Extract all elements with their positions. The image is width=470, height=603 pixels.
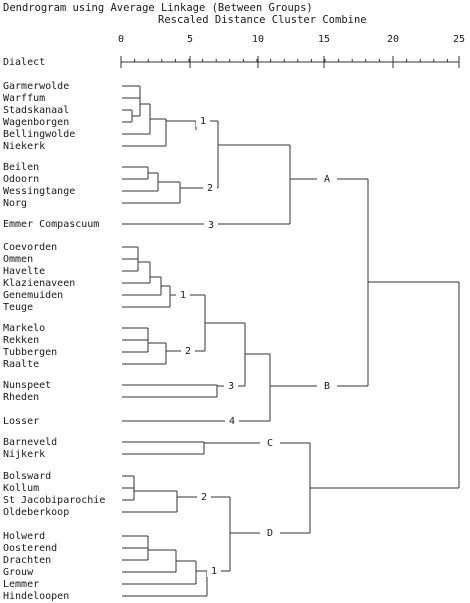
leaf-label: Niekerk	[3, 141, 46, 152]
leaf-label: Kollum	[3, 483, 40, 494]
distance-axis	[121, 56, 459, 68]
cluster-label-d2: 2	[200, 492, 208, 503]
tick-label-10: 10	[251, 34, 265, 45]
leaf-label: Genemuiden	[3, 290, 64, 301]
cluster-label-A: A	[323, 174, 331, 185]
cluster-label-b1: 1	[179, 290, 187, 301]
cluster-label-a2: 2	[206, 183, 214, 194]
cluster-label-b2: 2	[184, 346, 192, 357]
leaf-label: Drachten	[3, 555, 52, 566]
leaf-label: Nijkerk	[3, 449, 46, 460]
leaf-label: Bolsward	[3, 471, 52, 482]
leaf-label: Markelo	[3, 323, 46, 334]
leaf-label: Hindeloopen	[3, 591, 70, 602]
leaf-label: Grouw	[3, 567, 34, 578]
leaf-label-list	[3, 81, 105, 602]
leaf-label: Wessingtange	[3, 186, 76, 197]
tick-label-20: 20	[386, 34, 400, 45]
leaf-label: Havelte	[3, 266, 46, 277]
leaf-label: Rekken	[3, 335, 40, 346]
cluster-label-d1: 1	[210, 566, 218, 577]
tick-label-15: 15	[317, 34, 331, 45]
leaf-label: Beilen	[3, 162, 40, 173]
leaf-label: Ommen	[3, 254, 34, 265]
leaf-label: Teuge	[3, 302, 34, 313]
leaf-label: Emmer Compascuum	[3, 219, 100, 230]
leaf-label: Odoorn	[3, 174, 40, 185]
leaf-label: Norg	[3, 198, 28, 209]
leaf-label: Wagenborgen	[3, 117, 70, 128]
leaf-label: Warffum	[3, 93, 46, 104]
leaf-label: Bellingwolde	[3, 129, 76, 140]
leaf-label: Losser	[3, 416, 40, 427]
tick-label-25: 25	[452, 34, 466, 45]
cluster-label-b4: 4	[228, 416, 236, 427]
leaf-label: Barneveld	[3, 437, 58, 448]
cluster-label-b3: 3	[227, 381, 235, 392]
leaf-label: Coevorden	[3, 242, 58, 253]
cluster-label-C: C	[266, 438, 274, 449]
tick-label-5: 5	[186, 34, 194, 45]
leaf-label: Nunspeet	[3, 380, 52, 391]
cluster-label-D: D	[266, 528, 274, 539]
leaf-label: Garmerwolde	[3, 81, 70, 92]
leaf-label: Tubbergen	[3, 347, 58, 358]
leaf-label: Oosterend	[3, 543, 58, 554]
tick-label-0: 0	[117, 34, 125, 45]
leaf-label: Oldeberkoop	[3, 507, 70, 518]
chart-title: Dendrogram using Average Linkage (Between Groups)	[3, 2, 313, 14]
leaf-label: Raalte	[3, 359, 40, 370]
leaf-label: Klazienaveen	[3, 278, 76, 289]
leaf-label: Rheden	[3, 392, 40, 403]
cluster-label-a3: 3	[207, 220, 215, 231]
leaf-label: St Jacobiparochie	[3, 495, 106, 506]
axis-tick-labels	[118, 34, 465, 45]
dendrogram-branches	[122, 86, 459, 596]
leaf-label: Lemmer	[3, 579, 40, 590]
leaf-label: Stadskanaal	[3, 105, 70, 116]
leaf-label: Holwerd	[3, 531, 46, 542]
axis-label-dialect: Dialect	[3, 57, 46, 68]
chart-subtitle: Rescaled Distance Cluster Combine	[158, 14, 367, 26]
cluster-label-a1: 1	[199, 116, 207, 127]
cluster-label-list	[176, 114, 337, 577]
cluster-label-B: B	[323, 381, 331, 392]
